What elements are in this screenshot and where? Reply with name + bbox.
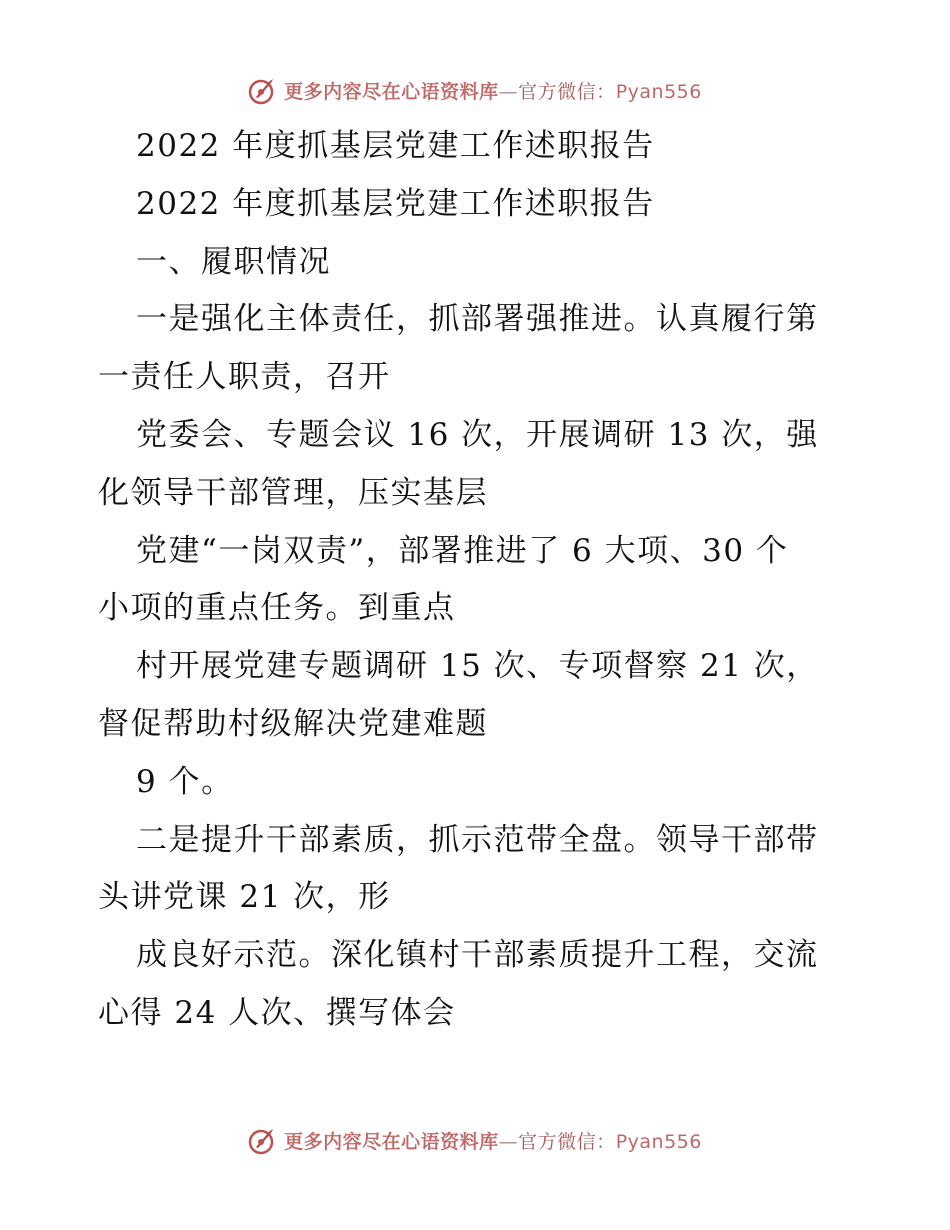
- text-line: 化领导干部管理，压实基层: [98, 474, 488, 511]
- watermark-official-label: 官方微信：: [518, 1130, 616, 1153]
- watermark-separator: —: [498, 80, 519, 103]
- quill-logo-icon: [248, 1125, 278, 1155]
- text-line: 2022 年度抓基层党建工作述职报告: [136, 128, 655, 164]
- watermark-wechat-id: Pyan556: [615, 80, 702, 103]
- watermark-official-label: 官方微信：: [518, 80, 616, 103]
- watermark-separator: —: [498, 1130, 519, 1153]
- watermark-wechat-id: Pyan556: [615, 1130, 702, 1153]
- quill-logo-icon: [248, 75, 278, 105]
- text-line: 小项的重点任务。到重点: [98, 590, 456, 627]
- text-line: 村开展党建专题调研 15 次、专项督察 21 次，: [136, 648, 819, 685]
- text-line: 2022 年度抓基层党建工作述职报告: [136, 185, 655, 222]
- text-line: 一责任人职责，召开: [98, 359, 391, 396]
- text-line: 成良好示范。深化镇村干部素质提升工程，交流: [136, 937, 819, 974]
- text-line: 党建“一岗双责”，部署推进了 6 大项、30 个: [136, 532, 789, 569]
- watermark-brand: 更多内容尽在心语资料库: [284, 80, 499, 103]
- text-line: 一、履职情况: [136, 243, 331, 280]
- text-line: 一是强化主体责任，抓部署强推进。认真履行第: [136, 301, 819, 338]
- footer-watermark: [0, 1122, 950, 1158]
- watermark-text: [284, 1127, 702, 1154]
- header-watermark: [0, 72, 950, 108]
- text-line: 9 个。: [136, 763, 234, 800]
- document-body: [98, 118, 858, 1043]
- text-line: 督促帮助村级解决党建难题: [98, 705, 488, 742]
- text-line: 头讲党课 21 次，形: [98, 879, 391, 916]
- watermark-brand: 更多内容尽在心语资料库: [284, 1130, 499, 1153]
- watermark-text: [284, 77, 702, 104]
- text-line: 心得 24 人次、撰写体会: [98, 994, 456, 1031]
- text-line: 二是提升干部素质，抓示范带全盘。领导干部带: [136, 821, 819, 858]
- text-line: 党委会、专题会议 16 次，开展调研 13 次，强: [136, 416, 819, 453]
